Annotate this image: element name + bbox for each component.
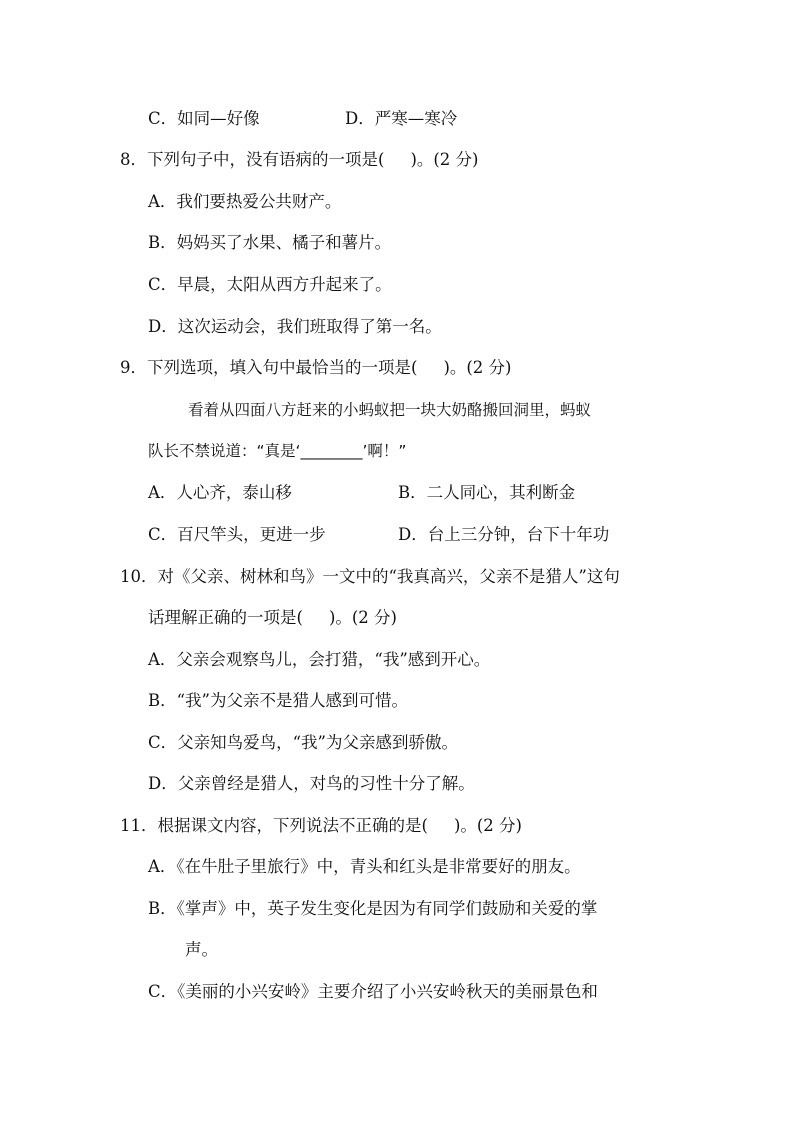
q8-option-b: B．妈妈买了水果、橘子和薯片。 xyxy=(148,233,392,252)
q9-passage-line-1: 看着从四面八方赶来的小蚂蚁把一块大奶酪搬回洞里，蚂蚁 xyxy=(188,401,592,419)
q11-option-a: A．《在牛肚子里旅行》中，青头和红头是非常要好的朋友。 xyxy=(148,857,581,876)
q11-stem-points: )。(2 分) xyxy=(453,816,522,835)
q9-stem xyxy=(120,357,512,379)
q7-option-c: C．如同—好像 xyxy=(148,109,260,128)
q9-stem-text: 9．下列选项，填入句中最恰当的一项是( xyxy=(120,358,418,377)
q9-stem-points: )。(2 分) xyxy=(443,358,512,377)
q9-option-d: D．台上三分钟，台下十年功 xyxy=(398,525,610,544)
q8-option-c: C．早晨，太阳从西方升起来了。 xyxy=(148,275,392,294)
q8-option-a: A．我们要热爱公共财产。 xyxy=(148,192,342,211)
q11-option-b-line-1: B．《掌声》中，英子发生变化是因为有同学们鼓励和关爱的掌 xyxy=(148,899,598,918)
q9-option-a: A．人心齐，泰山移 xyxy=(148,483,292,502)
q9-passage-line-2: 队长不禁说道：“真是‘________’啊！” xyxy=(148,442,407,460)
q9-option-b: B．二人同心，其利断金 xyxy=(398,483,576,502)
q8-option-d: D．这次运动会，我们班取得了第一名。 xyxy=(148,317,442,336)
q10-stem-text: 话理解正确的一项是( xyxy=(148,608,303,627)
q8-stem-text: 8．下列句子中，没有语病的一项是( xyxy=(120,150,385,169)
q10-stem-points: )。(2 分) xyxy=(328,608,397,627)
q8-stem-points: )。(2 分) xyxy=(410,150,479,169)
q10-option-d: D．父亲曾经是猎人，对鸟的习性十分了解。 xyxy=(148,774,475,793)
q10-option-a: A．父亲会观察鸟儿，会打猎，“我”感到开心。 xyxy=(148,650,491,669)
q11-stem-text: 11．根据课文内容，下列说法不正确的是( xyxy=(120,816,428,835)
q8-stem xyxy=(120,149,479,171)
q10-option-b: B．“我”为父亲不是猎人感到可惜。 xyxy=(148,691,408,710)
q10-option-c: C．父亲知鸟爱鸟，“我”为父亲感到骄傲。 xyxy=(148,733,458,752)
q11-option-b-line-2: 声。 xyxy=(185,940,218,959)
q7-option-d: D．严寒—寒冷 xyxy=(345,109,458,128)
q11-option-c-line-1: C．《美丽的小兴安岭》主要介绍了小兴安岭秋天的美丽景色和 xyxy=(148,982,598,1001)
q11-stem xyxy=(120,815,522,837)
q10-stem-line-2 xyxy=(148,607,397,629)
q10-stem-line-1: 10．对《父亲、树林和鸟》一文中的“我真高兴，父亲不是猎人”这句 xyxy=(120,567,620,586)
q9-option-c: C．百尺竿头，更进一步 xyxy=(148,525,326,544)
